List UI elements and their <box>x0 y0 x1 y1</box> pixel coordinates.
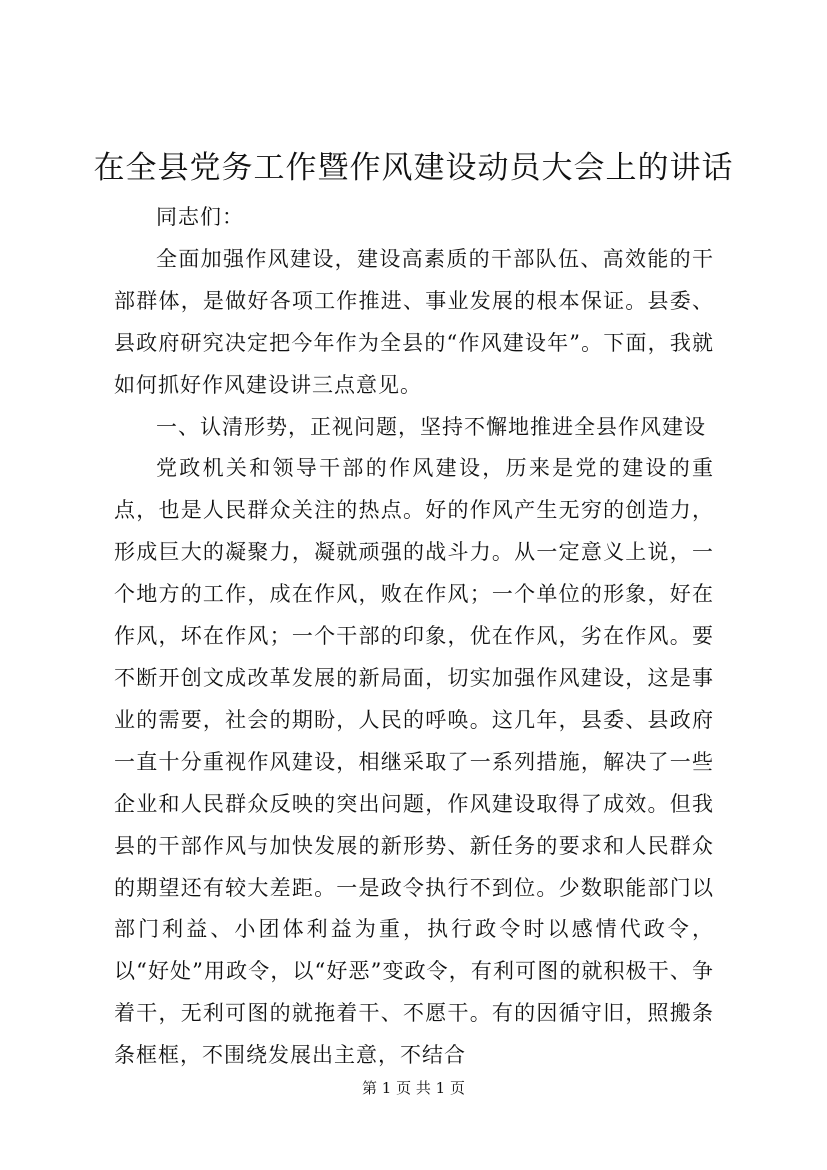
salutation: 同志们： <box>156 205 244 229</box>
paragraph-intro: 全面加强作风建设，建设高素质的干部队伍、高效能的干部群体，是做好各项工作推进、事业发展的根本保证。县委、县政府研究决定把今年作为全县的“作风建设年”。下面，我就如何抓好作风建设讲三点意见。 <box>114 246 714 397</box>
document-title: 在全县党务工作暨作风建设动员大会上的讲话 <box>93 150 734 186</box>
paragraph-body: 党政机关和领导干部的作风建设，历来是党的建设的重点，也是人民群众关注的热点。好的作风产生无穷的创造力，形成巨大的凝聚力，凝就顽强的战斗力。从一定意义上说，一个地方的工作，成在作风，败在作风；一个单位的形象，好在作风，坏在作风；一个干部的印象，优在作风，劣在作风。要不断开创文成改革发展的新局面，切实加强作风建设，这是事业的需要，社会的期盼，人民的呼唤。这几年，县委、县政府一直十分重视作风建设，相继采取了一系列措施，解决了一些企业和人民群众反映的突出问题，作风建设取得了成效。但我县的干部作风与加快发展的新形势、新任务的要求和人民群众的期望还有较大差距。一是政令执行不到位。少数职能部门以部门利益、小团体利益为重，执行政令时以感情代政令，以“好处”用政令，以“好恶”变政令，有利可图的就积极干、争着干，无利可图的就拖着干、不愿干。有的因循守旧，照搬条条框框，不围绕发展出主意，不结合 <box>114 456 714 1068</box>
document-body <box>114 197 714 1077</box>
section-heading: 一、认清形势，正视问题，坚持不懈地推进全县作风建设 <box>156 414 706 439</box>
page-footer: 第 1 页 共 1 页 <box>362 1079 465 1097</box>
